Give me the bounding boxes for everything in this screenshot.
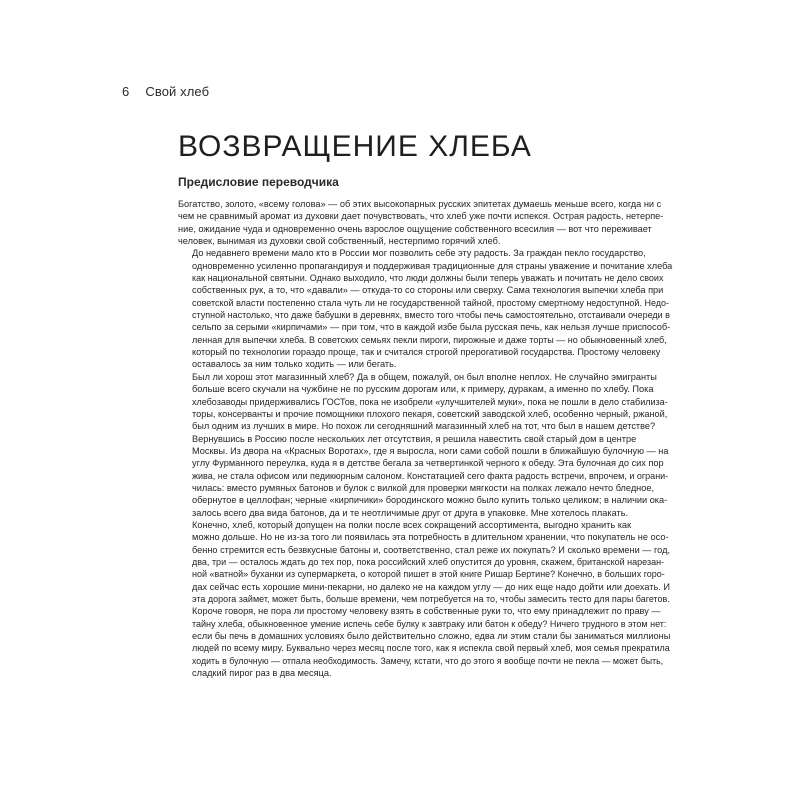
text-line: ной «ватной» буханки из супермаркета, о которой пишет в этой книге Ришар Бертине? Конечно, в больших горо- [192, 569, 665, 580]
text-line: ленная для выпечки хлеба. В советских семьях пекли пироги, пирожные и даже торты — но обыкновенный хлеб, [192, 334, 667, 345]
page-number: 6 [122, 84, 130, 99]
paragraph [178, 433, 672, 519]
text-line: два, три — осталось ждать до тех пор, пока российский хлеб опустится до уровня, скажем, британской нарезан- [192, 556, 665, 567]
text-line: жива, не стала офисом или педикюрным салоном. Констатацией сего факта радость встречи, впрочем, и ограни- [192, 470, 669, 481]
text-line: чем не сравнимый аромат из духовки дает почувствовать, что хлеб уже почти испекся. Острая радость, нетерпе- [178, 211, 664, 222]
text-line: ступной настолько, что даже бабушки в деревнях, вместо того чтобы печь самостоятельно, отстаивали очереди в [192, 310, 670, 321]
text-line: больше всего скучали на чужбине не по русским дорогам или, к примеру, дуракам, а именно по хлебу. Пока [192, 384, 654, 395]
paragraph [178, 247, 672, 370]
paragraph [178, 198, 672, 247]
text-line: обернутое в целлофан; черные «кирпичики» бородинского можно было купить только целиком; в наличии ока- [192, 495, 668, 506]
text-line: одновременно усиленно пропагандируя и поддерживая традиционные для страны уважение и почитание хлеба [192, 260, 673, 271]
text-line: Богатство, золото, «всему голова» — об этих высокопарных русских эпитетах думаешь меньше всего, когда ни с [178, 199, 662, 209]
text-line: чилась: вместо румяных батонов и булок с вилкой для проверки мягкости на полках лежало нечто бледное, [192, 482, 655, 493]
text-line: дах сейчас есть хорошие мини-пекарни, но далеко не на каждом углу — до них еще надо дойти или доехать. И [192, 581, 670, 592]
text-line: сладкий пирог раз в два месяца. [192, 668, 332, 679]
running-head [122, 84, 209, 99]
paragraph [178, 519, 672, 605]
text-line: Москвы. Из двора на «Красных Воротах», где я выросла, ноги сами собой пошли в ближайшую булочную — на [192, 445, 669, 456]
text-line: который по технологии гораздо проще, так и считался строгой прерогативой государства. Простому человеку [192, 347, 661, 358]
text-line: человек, вынимая из духовки свой собственный, нестерпимо горячий хлеб. [178, 236, 501, 247]
text-line: торы, консерванты и прочие помощники плохого пекаря, советский заводской хлеб, особенно черный, ржаной, [192, 408, 668, 419]
text-line: советской власти постепенно стала чуть ли не государственной тайной, простому смертному недоступной. Недо- [192, 297, 670, 308]
text-line: оставалось за ним только ходить — или бегать. [192, 359, 397, 370]
text-line: Конечно, хлеб, который допущен на полки после всех сокращений ассортимента, выгодно хранить как [192, 519, 632, 530]
text-line: Вернувшись в Россию после нескольких лет отсутствия, я решила навестить свой старый дом в центре [192, 433, 637, 444]
text-line: залось всего два вида батонов, да и те неотличимые друг от друга в упаковке. Мне хотелось плакать. [192, 507, 629, 518]
text-line: людей по всему миру. Буквально через месяц после того, как я испекла свой первый хлеб, моя семья прекратила [192, 643, 670, 654]
text-line: бенно стремится есть безвкусные батоны и, соответственно, стал реже их покупать? И сколько времени — год, [192, 544, 671, 555]
paragraph [178, 371, 672, 433]
text-line: Короче говоря, не пора ли простому человеку взять в собственные руки то, что ему принадлежит по праву — [192, 606, 661, 617]
text-line: если бы печь в домашних условиях было действительно сложно, едва ли этим стали бы заниматься миллионы [192, 631, 671, 642]
text-line: углу Фурманного переулка, куда я в детстве бегала за четвертинкой черного к обеду. Эта булочная до сих пор [192, 458, 664, 469]
text-line: собственных рук, а то, что «давали» — откуда-то со стороны или сверху. Сама технология выпечки хлеба при [192, 285, 664, 296]
text-line: был одним из лучших в мире. Но похож ли сегодняшний магазинный хлеб на тот, что был в нашем детстве? [192, 421, 656, 432]
body-text [178, 198, 672, 679]
paragraph [178, 605, 672, 679]
chapter-title: ВОЗВРАЩЕНИЕ ХЛЕБА [178, 130, 532, 163]
text-line: Был ли хорош этот магазинный хлеб? Да в общем, пожалуй, он был вполне неплох. Не случайно эмигранты [192, 371, 657, 382]
text-line: можно дольше. Но не из-за того ли появилась эта потребность в длительном хранении, что покупатель не осо- [192, 532, 669, 543]
text-line: ходить в булочную — отпала необходимость. Замечу, кстати, что до этого я вообще почти не пекла — может быть, [192, 655, 664, 666]
text-line: хлебозаводы придерживались ГОСТов, пока не изобрели «улучшителей муки», пока не пошли в дело стабилиза- [192, 396, 668, 407]
chapter-subtitle: Предисловие переводчика [178, 175, 339, 189]
text-line: До недавнего времени мало кто в России мог позволить себе эту радость. За граждан пекло государство, [192, 248, 646, 259]
text-line: эта дорога займет, может быть, больше времени, чем потребуется на то, чтобы замесить тесто для пары багетов. [192, 594, 670, 604]
text-line: ние, ожидание чуда и одновременно очень взрослое ощущение собственного всесилия — вот что переживает [178, 223, 652, 234]
text-line: как национальной святыни. Однако выходило, что люди должны были теперь уважать и почитать не дело своих [192, 273, 664, 284]
text-line: сельпо за серыми «кирпичами» — при том, что в каждой избе была русская печь, как нельзя лучше приспособ- [192, 322, 671, 333]
text-line: тайну хлеба, обыкновенное умение испечь себе булку к завтраку или батон к обеду? Ничего трудного в этом нет: [192, 618, 667, 629]
running-title: Свой хлеб [145, 84, 210, 99]
